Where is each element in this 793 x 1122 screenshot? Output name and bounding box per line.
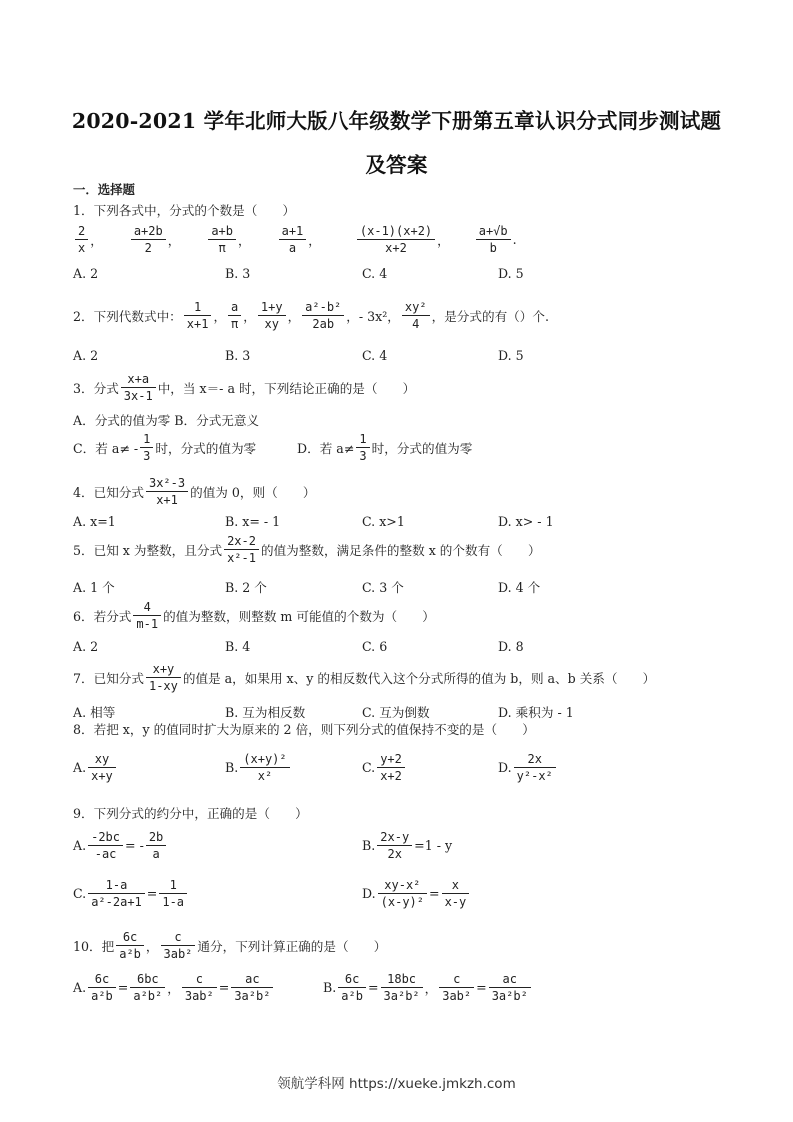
q1-stem: 1．下列各式中，分式的个数是（ ） bbox=[73, 203, 296, 218]
footer-watermark: 领航学科网 https://xueke.jmkzh.com bbox=[277, 1076, 516, 1092]
q8-option-b: B. $\frac{\text{(x+y)²}}{\text{x²}}$ bbox=[225, 752, 292, 783]
title-line-2: 及答案 bbox=[365, 153, 428, 177]
q2-expr-1: $\frac{1}{x+1}$ bbox=[184, 300, 212, 331]
q5-option-c: C. 3 个 bbox=[362, 580, 404, 595]
q2-expr-5: $\frac{\text{xy²}}{4}$ bbox=[402, 300, 430, 331]
q6-fraction: $\frac{4}{m-1}$ bbox=[133, 600, 161, 631]
q1-option-a: A. 2 bbox=[73, 266, 99, 281]
q6-option-a: A. 2 bbox=[73, 639, 99, 654]
q6-option-c: C. 6 bbox=[362, 639, 388, 654]
q1-option-b: B. 3 bbox=[225, 266, 251, 281]
q1-option-d: D. 5 bbox=[498, 266, 524, 281]
q9-option-b: B. $\frac{2x-y}{2x}$ =1 - y bbox=[362, 830, 453, 861]
q1-expr-5: $\frac{(x-1)(x+2)}{x+2}$ bbox=[357, 224, 435, 255]
q2-stem: 2．下列代数式中： $\frac{1}{x+1}$ ， $\frac{a}{\pi}$ ， $\frac{1+y}{xy}$ ， $\frac{\text{a²-b²}}{2ab}$ ，- 3x²， $\frac{\text{xy²}}{4}$ ，是分式的有（）个. bbox=[73, 300, 549, 331]
q8-stem: 8．若把 x，y 的值同时扩大为原来的 2 倍，则下列分式的值保持不变的是（ ） bbox=[73, 722, 535, 737]
q7-option-c: C. 互为倒数 bbox=[362, 705, 430, 720]
title-line-1: 2020-2021 学年北师大版八年级数学下册第五章认识分式同步测试题 bbox=[71, 109, 722, 133]
q7-option-b: B. 互为相反数 bbox=[225, 705, 306, 720]
q2-option-a: A. 2 bbox=[73, 348, 99, 363]
q5-option-d: D. 4 个 bbox=[498, 580, 541, 595]
q6-option-d: D. 8 bbox=[498, 639, 524, 654]
q4-option-b: B. x= - 1 bbox=[225, 514, 281, 529]
q4-fraction: $\frac{\text{3x²-3}}{x+1}$ bbox=[146, 476, 188, 507]
q3-fraction: $\frac{x+a}{3x-1}$ bbox=[121, 372, 156, 403]
q2-expr-3: $\frac{1+y}{xy}$ bbox=[258, 300, 286, 331]
q10-stem: 10．把 $\frac{6c}{\text{a²b}}$ ， $\frac{c}{\text{3ab²}}$ 通分，下列计算正确的是（ ） bbox=[73, 930, 387, 961]
q4-option-c: C. x>1 bbox=[362, 514, 405, 529]
q5-option-a: A. 1 个 bbox=[73, 580, 115, 595]
q3-stem: 3．分式 $\frac{x+a}{3x-1}$ 中，当 x＝- a 时，下列结论正确的是（ ） bbox=[73, 372, 416, 403]
q1-expr-6: $\frac{a+√b}{b}$ bbox=[476, 224, 511, 255]
q7-option-d: D. 乘积为 - 1 bbox=[498, 705, 574, 720]
q5-option-b: B. 2 个 bbox=[225, 580, 267, 595]
q6-stem: 6．若分式 $\frac{4}{m-1}$ 的值为整数，则整数 m 可能值的个数为（ ） bbox=[73, 600, 435, 631]
q10-option-a: A. $\frac{6c}{\text{a²b}}$ = $\frac{6bc}{\text{a²b²}}$ ， $\frac{c}{\text{3ab²}}$ = $\frac{ac}{\text{3a²b²}}$ bbox=[73, 972, 275, 1003]
q1-expressions: $\frac{2}{x}$ ， $\frac{a+2b}{2}$ ， $\frac{a+b}{\pi}$ ， $\frac{a+1}{a}$ ， $\frac{(x-1)(x+2)}{x+2}$ ， $\frac{a+√b}{b}$ . bbox=[73, 224, 517, 255]
q1-option-c: C. 4 bbox=[362, 266, 388, 281]
q2-option-c: C. 4 bbox=[362, 348, 388, 363]
q3-option-ab: A．分式的值为零 B．分式无意义 bbox=[73, 413, 260, 428]
q3-option-c: C．若 a≠ - $\frac{1}{3}$ 时，分式的值为零 bbox=[73, 432, 257, 463]
q5-stem: 5．已知 x 为整数，且分式 $\frac{2x-2}{\text{x²-1}}$ 的值为整数，满足条件的整数 x 的个数有（ ） bbox=[73, 534, 541, 565]
q9-stem: 9．下列分式的约分中，正确的是（ ） bbox=[73, 806, 308, 821]
q9-option-d: D. $\frac{\text{xy-x²}}{\text{(x-y)²}}$ = $\frac{x}{x-y}$ bbox=[362, 878, 471, 909]
q7-stem: 7．已知分式 $\frac{x+y}{1-xy}$ 的值是 a，如果用 x、y 的相反数代入这个分式所得的值为 b，则 a、b 关系（ ） bbox=[73, 662, 656, 693]
q7-option-a: A. 相等 bbox=[73, 705, 116, 720]
q8-option-c: C. $\frac{y+2}{x+2}$ bbox=[362, 752, 407, 783]
q4-option-d: D. x> - 1 bbox=[498, 514, 554, 529]
q2-expr-4: $\frac{\text{a²-b²}}{2ab}$ bbox=[302, 300, 344, 331]
q2-expr-2: $\frac{a}{\pi}$ bbox=[228, 300, 241, 331]
q9-option-c: C. $\frac{1-a}{\text{a²-2a+1}}$ = $\frac{1}{1-a}$ bbox=[73, 878, 189, 909]
q2-option-d: D. 5 bbox=[498, 348, 524, 363]
q4-option-a: A. x=1 bbox=[73, 514, 116, 529]
q8-option-a: A. $\frac{xy}{x+y}$ bbox=[73, 752, 118, 783]
q6-option-b: B. 4 bbox=[225, 639, 251, 654]
q4-stem: 4．已知分式 $\frac{\text{3x²-3}}{x+1}$ 的值为 0，则（ ） bbox=[73, 476, 316, 507]
q1-expr-4: $\frac{a+1}{a}$ bbox=[279, 224, 307, 255]
q2-option-b: B. 3 bbox=[225, 348, 251, 363]
q1-expr-1: $\frac{2}{x}$ bbox=[75, 224, 88, 255]
q10-option-b: B. $\frac{6c}{\text{a²b}}$ = $\frac{18bc}{\text{3a²b²}}$ ， $\frac{c}{\text{3ab²}}$ = $\frac{ac}{\text{3a²b²}}$ bbox=[323, 972, 533, 1003]
q7-fraction: $\frac{x+y}{1-xy}$ bbox=[146, 662, 181, 693]
section-heading: 一．选择题 bbox=[73, 182, 135, 197]
q8-option-d: D. $\frac{2x}{\text{y²-x²}}$ bbox=[498, 752, 558, 783]
q3-option-d: D．若 a≠ $\frac{1}{3}$ 时，分式的值为零 bbox=[297, 432, 473, 463]
q1-expr-3: $\frac{a+b}{\pi}$ bbox=[208, 224, 236, 255]
q5-fraction: $\frac{2x-2}{\text{x²-1}}$ bbox=[224, 534, 259, 565]
q1-expr-2: $\frac{a+2b}{2}$ bbox=[131, 224, 166, 255]
q9-option-a: A. $\frac{-2bc}{-ac}$ = - $\frac{2b}{a}$ bbox=[73, 830, 168, 861]
